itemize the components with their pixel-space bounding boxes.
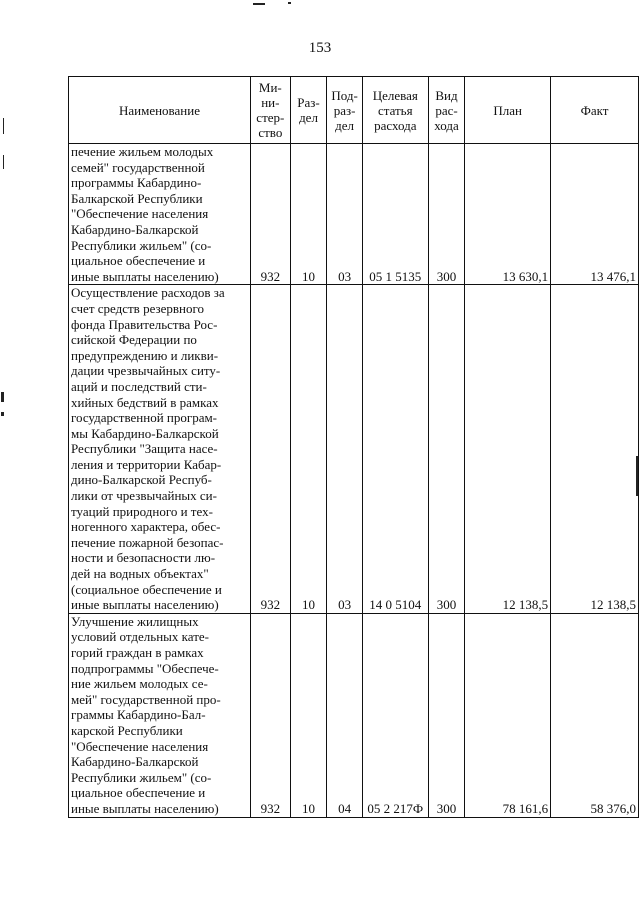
row-section: 10 bbox=[290, 613, 327, 817]
scan-mark-top bbox=[253, 3, 265, 5]
scan-mark-top-dot bbox=[288, 2, 291, 4]
header-subsection: Под- раз- дел bbox=[327, 77, 363, 144]
row-subsection: 04 bbox=[327, 613, 363, 817]
scan-mark-left-3 bbox=[1, 392, 4, 402]
row-target: 05 2 217Ф bbox=[362, 613, 428, 817]
scan-mark-left-1 bbox=[3, 118, 4, 134]
row-target: 05 1 5135 bbox=[362, 144, 428, 285]
page-number: 153 bbox=[308, 40, 332, 56]
row-plan: 12 138,5 bbox=[465, 285, 551, 613]
row-section: 10 bbox=[290, 285, 327, 613]
row-fact: 12 138,5 bbox=[551, 285, 639, 613]
header-ministry: Ми- ни- стер- ство bbox=[250, 77, 290, 144]
header-target: Целевая статья расхода bbox=[362, 77, 428, 144]
row-subsection: 03 bbox=[327, 144, 363, 285]
row-plan: 13 630,1 bbox=[465, 144, 551, 285]
budget-table bbox=[68, 76, 639, 818]
row-type: 300 bbox=[428, 285, 465, 613]
row-name bbox=[69, 613, 251, 817]
table-row bbox=[69, 144, 639, 285]
table-row bbox=[69, 613, 639, 817]
scan-mark-left-2 bbox=[3, 155, 4, 169]
row-fact: 58 376,0 bbox=[551, 613, 639, 817]
row-plan: 78 161,6 bbox=[465, 613, 551, 817]
row-section: 10 bbox=[290, 144, 327, 285]
scan-mark-left-4 bbox=[1, 412, 4, 416]
row-name-text: Осуществление расходов за счет средств резервного фонда Правительства Рос- сийской Федерации по предупреждению и ликви- дации чрезвычайных ситу- аций и последствий сти- хийных бедствий в рамках государственной програм- мы Кабардино-Балкарской Республики "Защита насе- ления и территории Кабар- дино-Балкарской Респуб- лики от чрезвычайных си- туаций природного и тех- ногенного характера, обес- печение пожарной безопас- ности и безопасности лю- дей на водных объектах" (социальное обеспечение и иные выплаты населению) bbox=[71, 285, 225, 613]
row-type: 300 bbox=[428, 144, 465, 285]
header-name: Наименование bbox=[69, 77, 251, 144]
table-header-row bbox=[69, 77, 639, 144]
row-target: 14 0 5104 bbox=[362, 285, 428, 613]
row-ministry: 932 bbox=[250, 613, 290, 817]
header-fact: Факт bbox=[551, 77, 639, 144]
header-type: Вид рас- хода bbox=[428, 77, 465, 144]
row-ministry: 932 bbox=[250, 144, 290, 285]
row-name bbox=[69, 285, 251, 613]
row-name-text: Улучшение жилищных условий отдельных кате- горий граждан в рамках подпрограммы "Обеспече- ние жильем молодых се- мей" государственной про- граммы Кабардино-Бал- карской Республики "Обеспечение населения Кабардино-Балкарской Республики жильем" (со- циальное обеспечение и иные выплаты населению) bbox=[71, 613, 221, 816]
header-section: Раз- дел bbox=[290, 77, 327, 144]
row-name-text: печение жильем молодых семей" государственной программы Кабардино- Балкарской Республики "Обеспечение населения Кабардино-Балкарской Республики жильем" (со- циальное обеспечение и иные выплаты населению) bbox=[71, 144, 219, 284]
row-fact: 13 476,1 bbox=[551, 144, 639, 285]
row-name bbox=[69, 144, 251, 285]
row-ministry: 932 bbox=[250, 285, 290, 613]
row-subsection: 03 bbox=[327, 285, 363, 613]
table-row bbox=[69, 285, 639, 613]
row-type: 300 bbox=[428, 613, 465, 817]
header-plan: План bbox=[465, 77, 551, 144]
